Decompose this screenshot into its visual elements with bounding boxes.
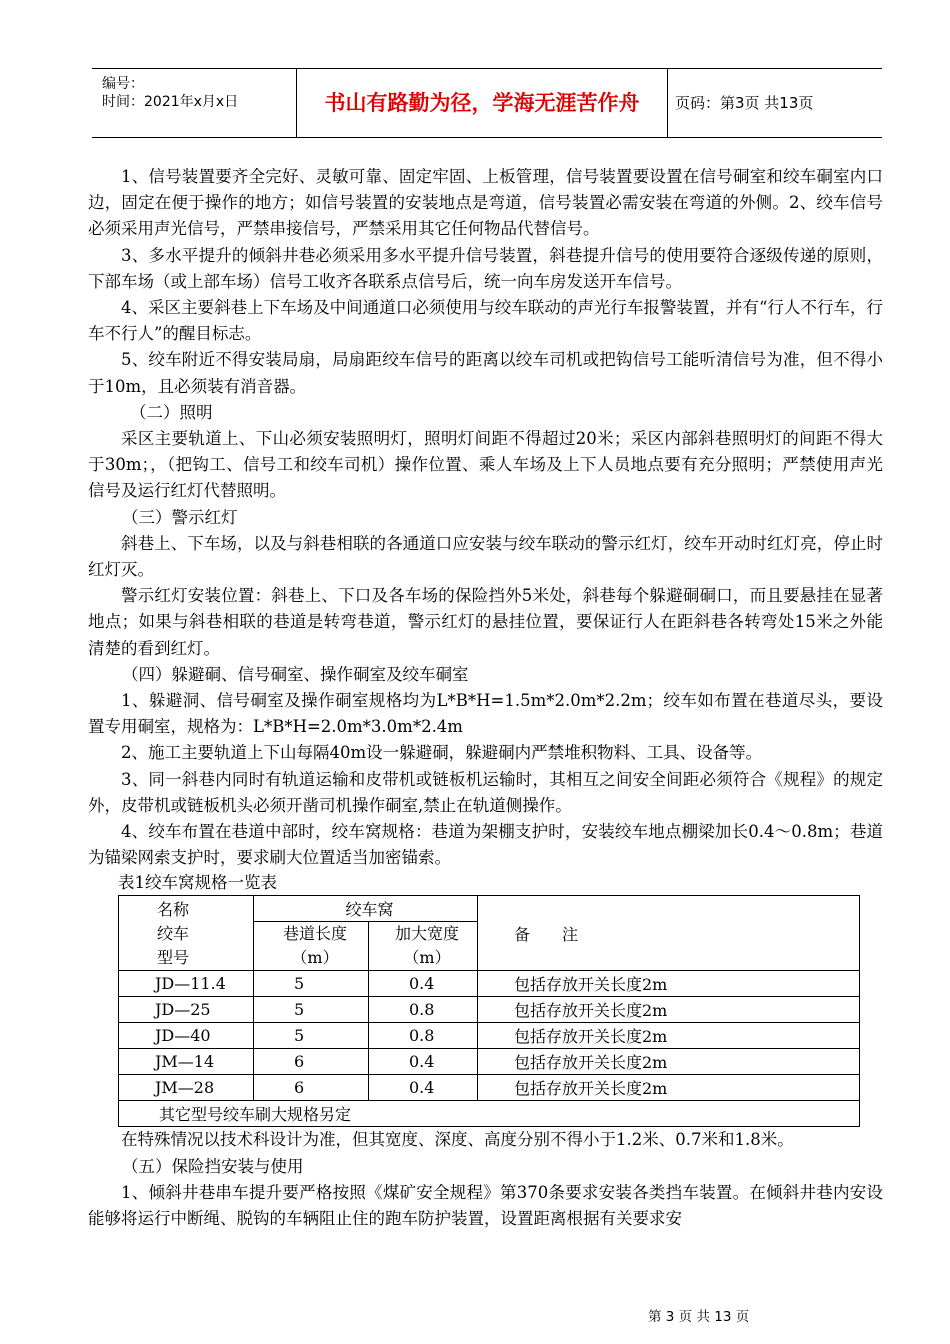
paragraph: 斜巷上、下车场，以及与斜巷相联的各通道口应安装与绞车联动的警示红灯，绞车开动时红灯亮，停止时红灯灭。 <box>88 533 883 580</box>
cell-note: 包括存放开关长度2m <box>478 997 860 1023</box>
header-note-cell: 备 注 <box>478 896 860 971</box>
paragraph: 警示红灯安装位置：斜巷上、下口及各车场的保险挡外5米处，斜巷每个躲避硐硐口，而且要悬挂在显著地点；如果与斜巷相联的巷道是转弯巷道，警示红灯的悬挂位置，要保证行人在距斜巷各转弯处15米之外能清楚的看到红灯。 <box>88 586 883 658</box>
table-header-row <box>119 896 860 922</box>
header-width-unit: （m） <box>403 948 451 968</box>
paragraph: 采区主要轨道上、下山必须安装照明灯，照明灯间距不得超过20米；采区内部斜巷照明灯的间距不得大于30m；，（把钩工、信号工和绞车司机）操作位置、乘人车场及上下人员地点要有充分照明；严禁使用声光信号及运行红灯代替照明。 <box>88 429 883 501</box>
cell-note: 包括存放开关长度2m <box>478 971 860 997</box>
section-heading: （三）警示红灯 <box>122 507 238 527</box>
header-width-cell <box>369 922 478 971</box>
table-row <box>119 1075 860 1101</box>
cell-width: 0.4 <box>369 1075 478 1101</box>
cell-type: JD—11.4 <box>119 971 254 997</box>
paragraph: 3、多水平提升的倾斜井巷必须采用多水平提升信号装置，斜巷提升信号的使用要符合逐级传递的原则，下部车场（或上部车场）信号工收齐各联系点信号后，统一向车房发送开车信号。 <box>88 245 883 291</box>
header-length-cell <box>254 922 369 971</box>
table-caption: 表1绞车窝规格一览表 <box>118 873 277 893</box>
cell-note: 包括存放开关长度2m <box>478 1075 860 1101</box>
paragraph: 4、采区主要斜巷上下车场及中间通道口必须使用与绞车联动的声光行车报警装置，并有“行人不行车，行车不行人”的醒目标志。 <box>88 298 883 344</box>
page-footer: 第 3 页 共 13 页 <box>648 1309 750 1325</box>
header-name-cell <box>119 896 254 971</box>
table-row <box>119 997 860 1023</box>
cell-length: 6 <box>254 1049 369 1075</box>
table-footer-row <box>119 1101 860 1127</box>
section-heading: （四）躲避硐、信号硐室、操作硐室及绞车硐室 <box>122 664 469 684</box>
cell-length: 5 <box>254 997 369 1023</box>
winch-table <box>118 895 860 1127</box>
table-row <box>119 971 860 997</box>
page-header <box>92 68 882 138</box>
table-row <box>119 1049 860 1075</box>
header-name-line: 名称 <box>157 900 190 920</box>
cell-length: 6 <box>254 1075 369 1101</box>
paragraph: 3、同一斜巷内同时有轨道运输和皮带机或链板机运输时，其相互之间安全间距必须符合《规程》的规定外，皮带机或链板机头必须开凿司机操作硐室,禁止在轨道侧操作。 <box>88 769 883 815</box>
cell-type: JM—28 <box>119 1075 254 1101</box>
section-heading: （五）保险挡安装与使用 <box>122 1156 304 1176</box>
paragraph: 2、施工主要轨道上下山每隔40m设一躲避硐，躲避硐内严禁堆积物料、工具、设备等。 <box>121 743 763 763</box>
header-width-text: 加大宽度 <box>394 924 459 944</box>
cell-width: 0.4 <box>369 1049 478 1075</box>
table-footer-note: 其它型号绞车刷大规格另定 <box>119 1101 860 1127</box>
header-length-unit: （m） <box>291 948 339 968</box>
cell-type: JD—40 <box>119 1023 254 1049</box>
header-meta <box>92 69 297 137</box>
table-row <box>119 1023 860 1049</box>
cell-type: JM—14 <box>119 1049 254 1075</box>
header-name-line: 绞车 <box>157 924 190 944</box>
paragraph: 1、信号装置要齐全完好、灵敏可靠、固定牢固、上板管理，信号装置要设置在信号硐室和绞车硐室内口边，固定在便于操作的地方；如信号装置的安装地点是弯道，信号装置必需安装在弯道的外侧。2、绞车信号必须采用声光信号，严禁串接信号，严禁采用其它任何物品代替信号。 <box>88 167 883 239</box>
header-group-cell: 绞车窝 <box>254 896 478 922</box>
cell-length: 5 <box>254 971 369 997</box>
paragraph: 4、绞车布置在巷道中部时，绞车窝规格：巷道为架棚支护时，安装绞车地点棚梁加长0.4～0.8m；巷道为锚梁网索支护时，要求刷大位置适当加密锚索。 <box>88 822 883 868</box>
doc-time-label: 时间：2021年x月x日 <box>102 94 239 110</box>
header-page-info: 页码：第3页 共13页 <box>675 94 814 112</box>
cell-note: 包括存放开关长度2m <box>478 1023 860 1049</box>
cell-width: 0.8 <box>369 997 478 1023</box>
header-length-text: 巷道长度 <box>282 924 347 944</box>
paragraph: 1、躲避洞、信号硐室及操作硐室规格均为L*B*H=1.5m*2.0m*2.2m；绞车如布置在巷道尽头，要设置专用硐室，规格为：L*B*H=2.0m*3.0m*2.4m <box>88 691 883 737</box>
cell-width: 0.4 <box>369 971 478 997</box>
doc-number-label: 编号： <box>102 76 144 92</box>
paragraph: 1、倾斜井巷串车提升要严格按照《煤矿安全规程》第370条要求安装各类挡车装置。在倾斜井巷内安设能够将运行中断绳、脱钩的车辆阻止住的跑车防护装置，设置距离根据有关要求安 <box>88 1182 883 1229</box>
section-heading: （二）照明 <box>130 402 213 422</box>
header-motto: 书山有路勤为径，学海无涯苦作舟 <box>297 69 668 137</box>
paragraph: 5、绞车附近不得安装局扇，局扇距绞车信号的距离以绞车司机或把钩信号工能听清信号为准，但不得小于10m，且必须装有消音器。 <box>88 350 883 396</box>
header-name-line: 型号 <box>157 948 190 968</box>
cell-type: JD—25 <box>119 997 254 1023</box>
cell-width: 0.8 <box>369 1023 478 1049</box>
document-body <box>88 164 883 1232</box>
cell-note: 包括存放开关长度2m <box>478 1049 860 1075</box>
paragraph: 在特殊情况以技术科设计为准，但其宽度、深度、高度分别不得小于1.2米、0.7米和1.8米。 <box>121 1130 794 1150</box>
cell-length: 5 <box>254 1023 369 1049</box>
